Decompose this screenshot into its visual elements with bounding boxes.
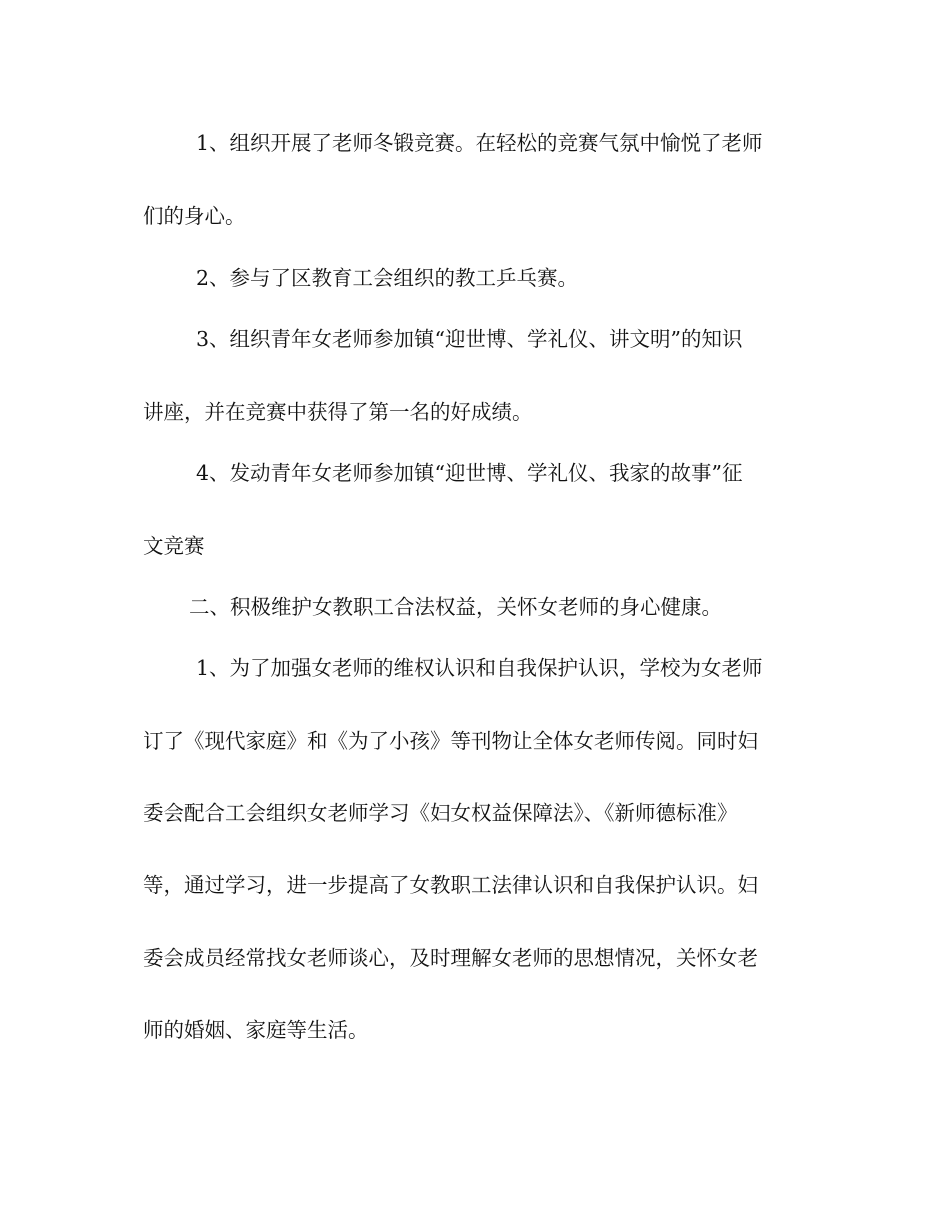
paragraph-5-line-4: 等，通过学习，进一步提高了女教职工法律认识和自我保护认识。妇	[143, 873, 758, 897]
paragraph-5-line-2: 订了《现代家庭》和《为了小孩》等刊物让全体女老师传阅。同时妇	[143, 729, 758, 753]
paragraph-5-line-5: 委会成员经常找女老师谈心，及时理解女老师的思想情况，关怀女老	[143, 946, 758, 970]
paragraph-2-line-1: 2、参与了区教育工会组织的教工乒乓赛。	[196, 266, 579, 290]
paragraph-5-line-3: 委会配合工会组织女老师学习《妇女权益保障法》、《新师德标准》	[143, 801, 738, 825]
paragraph-1-line-1: 1、组织开展了老师冬锻竞赛。在轻松的竞赛气氛中愉悦了老师	[196, 131, 763, 155]
section-heading: 二、积极维护女教职工合法权益，关怀女老师的身心健康。	[189, 595, 722, 619]
paragraph-3-line-2: 讲座，并在竞赛中获得了第一名的好成绩。	[143, 400, 533, 424]
paragraph-4-line-2: 文竞赛	[143, 534, 205, 558]
paragraph-4-line-1: 4、发动青年女老师参加镇“迎世博、学礼仪、我家的故事”征	[196, 461, 743, 485]
paragraph-3-line-1: 3、组织青年女老师参加镇“迎世博、学礼仪、讲文明”的知识	[196, 327, 743, 351]
paragraph-5-line-1: 1、为了加强女老师的维权认识和自我保护认识，学校为女老师	[196, 656, 763, 680]
paragraph-5-line-6: 师的婚姻、家庭等生活。	[143, 1018, 369, 1042]
paragraph-1-line-2: 们的身心。	[143, 204, 246, 228]
